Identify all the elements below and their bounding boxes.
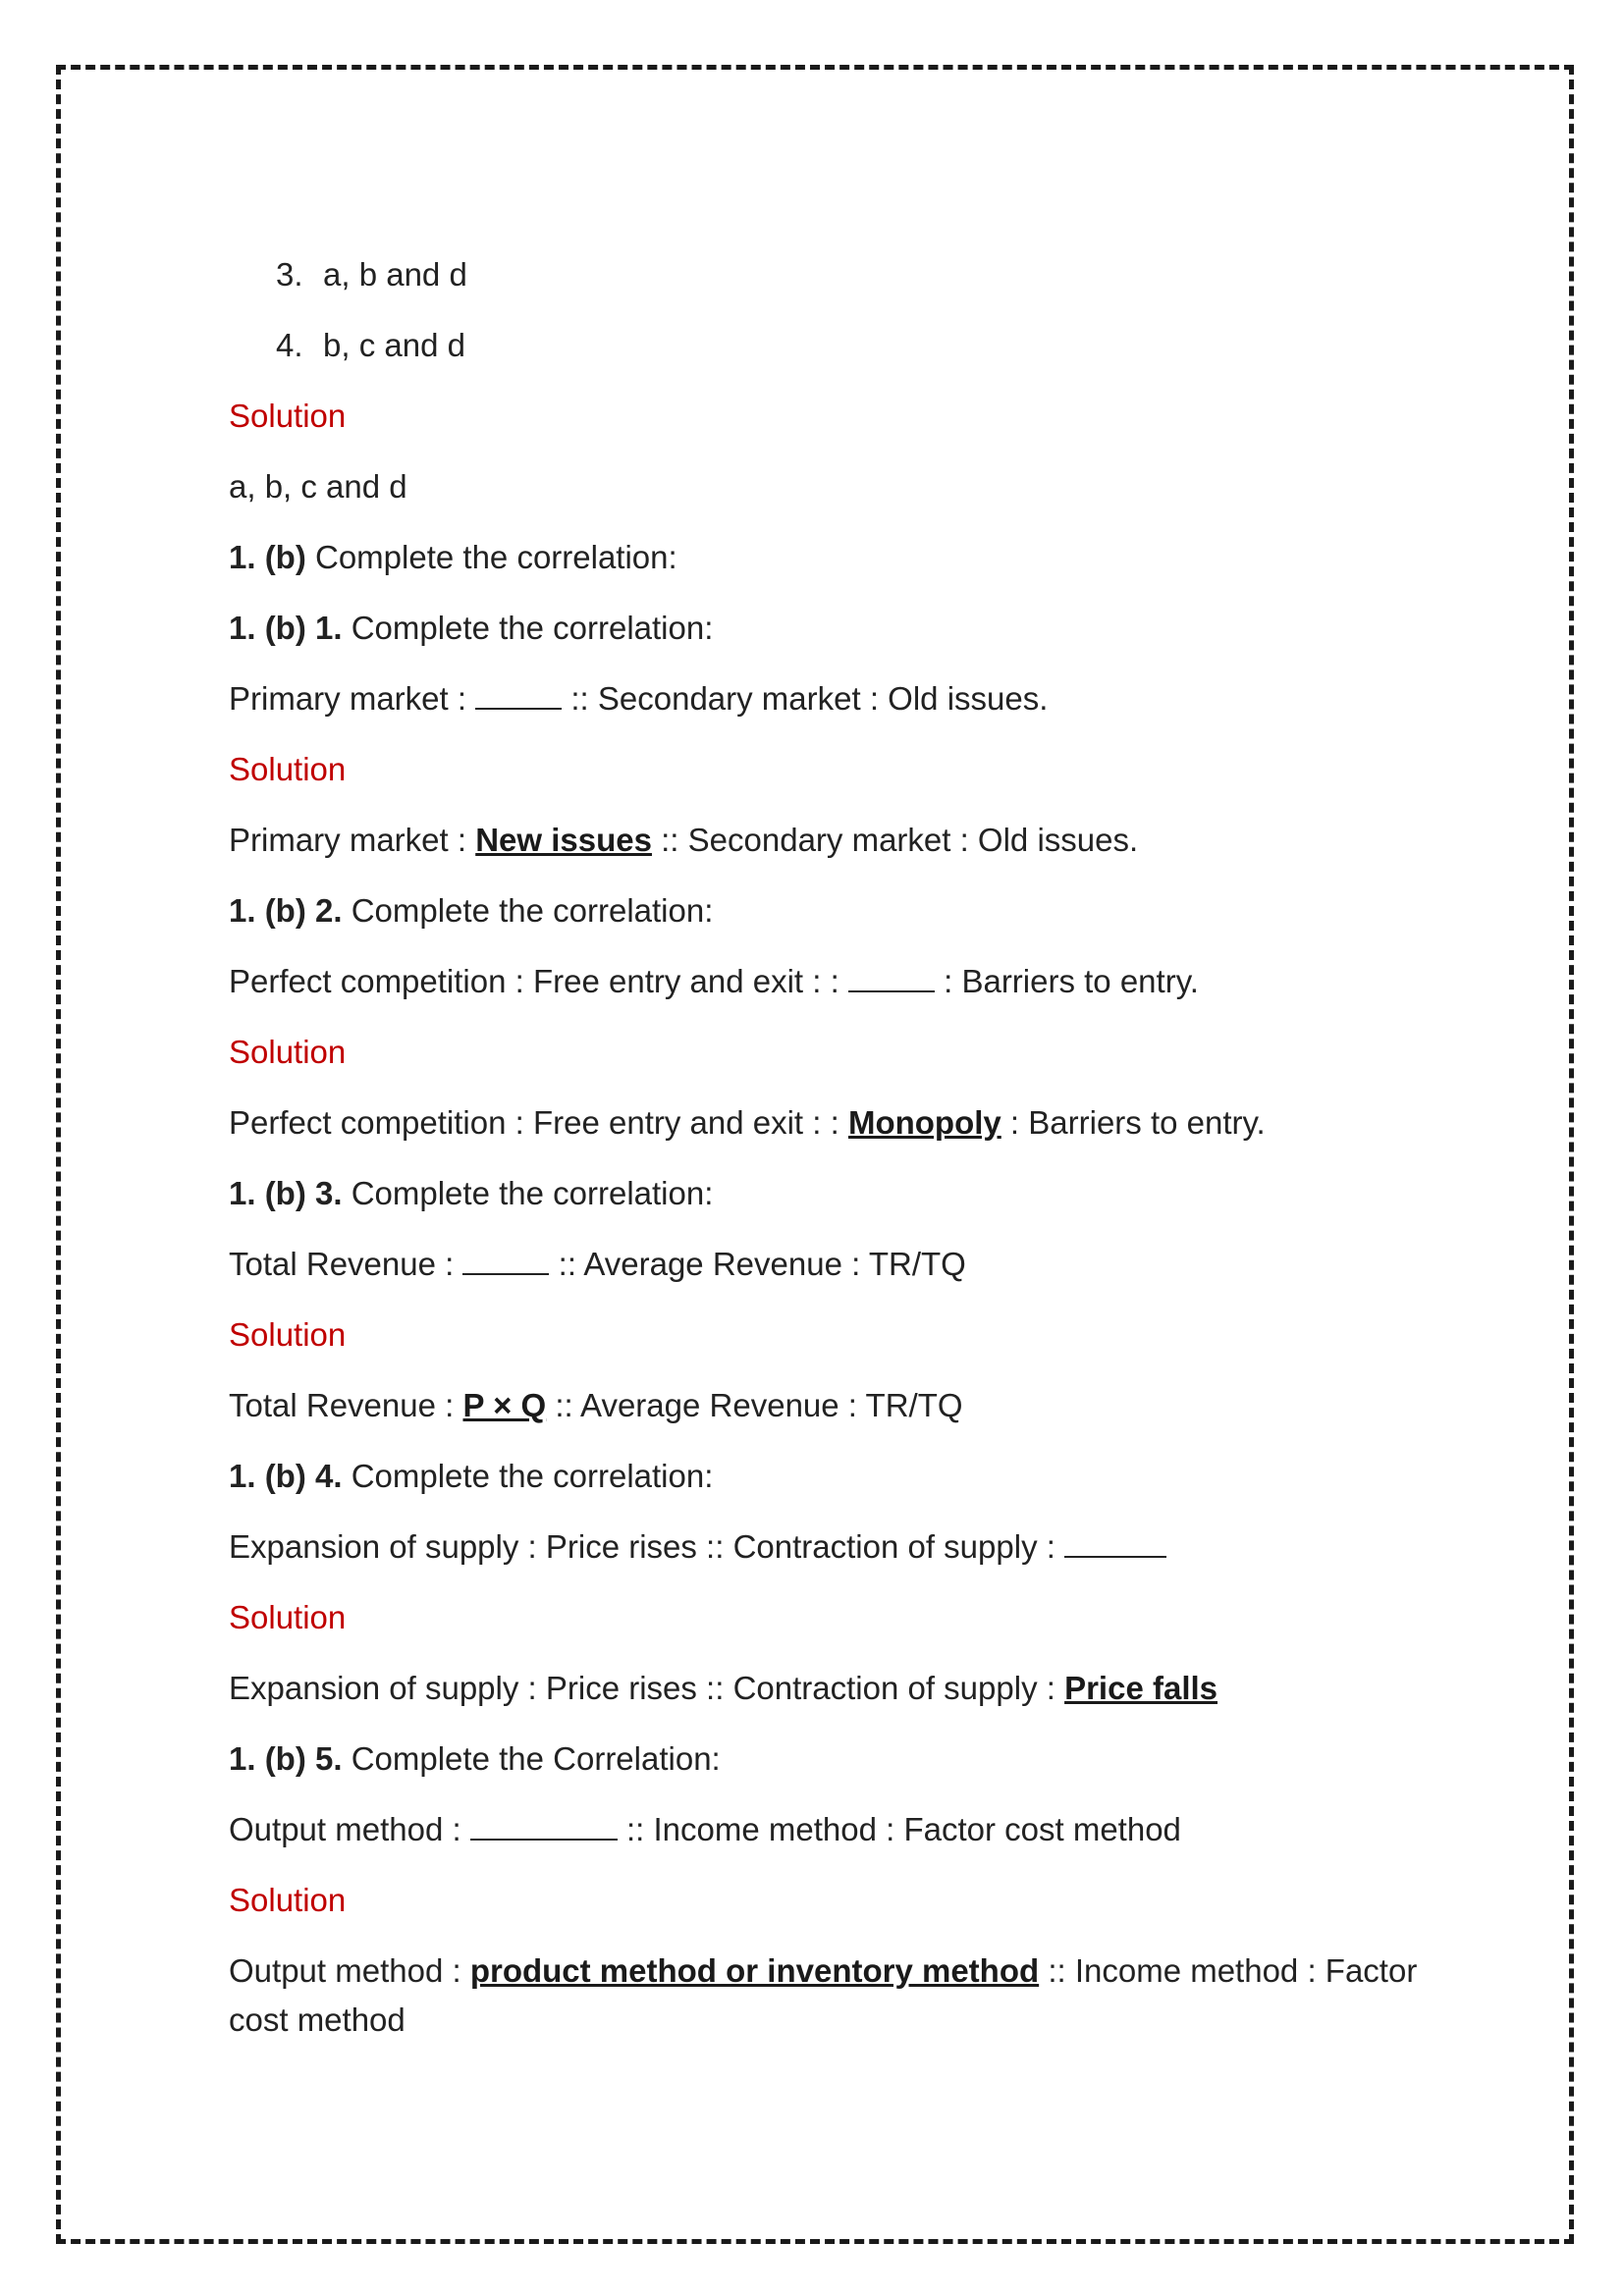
option-3: 3. a, b and d (276, 256, 467, 293)
answer-highlight: Monopoly (847, 1104, 1001, 1141)
answer-highlight: product method or inventory method (469, 1952, 1040, 1989)
answer-text: Primary market : New issues :: Secondary market : Old issues. (229, 822, 1139, 858)
question-title: 1. (b) 3. Complete the correlation: (229, 1175, 714, 1211)
answer-blank (848, 965, 935, 992)
answer-text: Expansion of supply : Price rises :: Contraction of supply : Price falls (229, 1670, 1218, 1706)
answer-highlight: New issues (475, 822, 652, 858)
answer-blank (470, 1813, 618, 1841)
question-title: 1. (b) 1. Complete the correlation: (229, 610, 714, 646)
document-body (229, 240, 1436, 2045)
solution-label: Solution (229, 1034, 347, 1070)
question-text: Total Revenue : :: Average Revenue : TR/TQ (229, 1246, 966, 1282)
question-title: 1. (b) 4. Complete the correlation: (229, 1458, 714, 1494)
answer-text: a, b, c and d (229, 468, 407, 505)
option-4: 4. b, c and d (276, 327, 465, 363)
question-text: Expansion of supply : Price rises :: Contraction of supply : (229, 1512, 1436, 1582)
solution-label: Solution (229, 1316, 347, 1353)
answer-highlight: Price falls (1064, 1670, 1218, 1706)
answer-text: Output method : product method or inventory method :: Income method : Factor cost method (229, 1952, 1418, 2038)
answer-blank (462, 1248, 549, 1275)
question-text: Output method : :: Income method : Factor cost method (229, 1811, 1181, 1847)
answer-text: Total Revenue : P × Q :: Average Revenue : TR/TQ (229, 1387, 963, 1423)
question-title: 1. (b) 5. Complete the Correlation: (229, 1740, 721, 1777)
question-text: Perfect competition : Free entry and exit : : : Barriers to entry. (229, 963, 1199, 999)
solution-label: Solution (229, 751, 347, 787)
answer-highlight: P × Q (462, 1387, 547, 1423)
solution-label: Solution (229, 398, 347, 434)
section-heading: 1. (b) Complete the correlation: (229, 539, 677, 575)
solution-label: Solution (229, 1882, 347, 1918)
answer-text: Perfect competition : Free entry and exit : : Monopoly : Barriers to entry. (229, 1104, 1266, 1141)
answer-blank (475, 682, 562, 710)
answer-blank (1064, 1530, 1166, 1558)
question-title: 1. (b) 2. Complete the correlation: (229, 892, 714, 929)
solution-label: Solution (229, 1599, 347, 1635)
question-text: Primary market : :: Secondary market : Old issues. (229, 680, 1049, 717)
